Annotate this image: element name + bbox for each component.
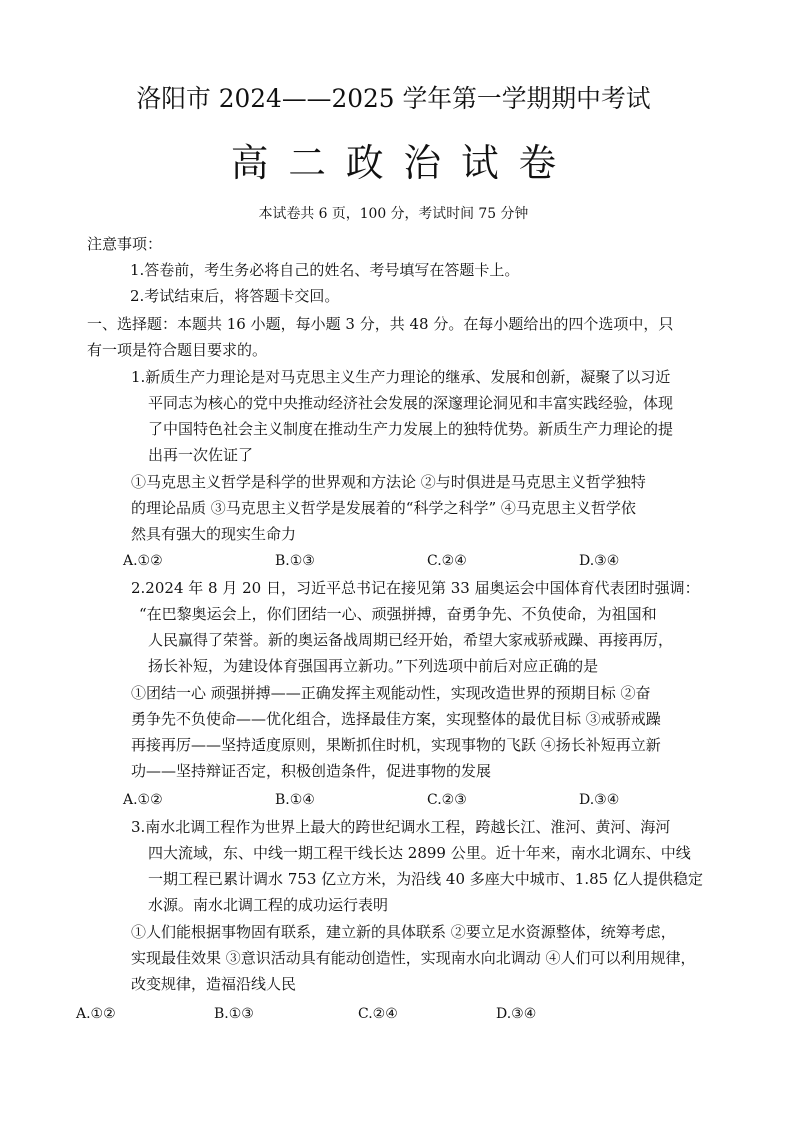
question-stem-line: 人民赢得了荣誉。新的奥运备战周期已经开始，希望大家戒骄戒躁、再接再厉，: [148, 631, 674, 649]
statement-line: ①人们能根据事物固有联系，建立新的具体联系 ②要立足水资源整体，统筹考虑，: [131, 923, 676, 941]
statement-line: 然具有强大的现实生命力: [131, 525, 297, 543]
option-a[interactable]: A.①②: [76, 1006, 116, 1022]
subject-title: 高二政治试卷: [230, 141, 577, 185]
question-stem-line: 1.新质生产力理论是对马克思主义生产力理论的继承、发展和创新，凝聚了以习近: [131, 368, 671, 386]
question-stem-line: 一期工程已累计调水 753 亿立方米，为沿线 40 多座大中城市、1.85 亿人提供稳定: [148, 870, 703, 888]
notice-item: 1.答卷前，考生务必将自己的姓名、考号填写在答题卡上。: [130, 261, 520, 279]
exam-info: 本试卷共 6 页，100 分，考试时间 75 分钟: [258, 206, 529, 222]
statement-line: 的理论品质 ③马克思主义哲学是发展着的“科学之科学” ④马克思主义哲学依: [131, 499, 636, 517]
question-stem-line: 2.2024 年 8 月 20 日，习近平总书记在接见第 33 届奥运会中国体育代表团时强调：: [131, 579, 700, 597]
question-stem-line: 扬长补短，为建设体育强国再立新功。”下列选项中前后对应正确的是: [148, 657, 599, 675]
option-d[interactable]: D.③④: [579, 553, 620, 569]
statement-line: 功——坚持辩证否定，积极创造条件，促进事物的发展: [131, 762, 492, 780]
question-stem-line: 了中国特色社会主义制度在推动生产力发展上的独特优势。新质生产力理论的提: [148, 420, 674, 438]
question-stem-line: 平同志为核心的党中央推动经济社会发展的深邃理论洞见和丰富实践经验，体现: [148, 394, 674, 412]
question-stem-line: 四大流域，东、中线一期工程干线长达 2899 公里。近十年来，南水北调东、中线: [148, 844, 691, 862]
notice-item: 2.考试结束后，将答题卡交回。: [130, 287, 340, 305]
statement-line: ①马克思主义哲学是科学的世界观和方法论 ②与时俱进是马克思主义哲学独特: [131, 473, 646, 491]
option-a[interactable]: A.①②: [123, 553, 163, 569]
option-c[interactable]: C.②③: [427, 792, 467, 808]
question-stem-line: “在巴黎奥运会上，你们团结一心、顽强拼搏，奋勇争先、不负使命，为祖国和: [139, 605, 657, 623]
exam-title: 洛阳市 2024——2025 学年第一学期期中考试: [136, 84, 651, 113]
statement-line: 改变规律，造福沿线人民: [131, 975, 297, 993]
option-d[interactable]: D.③④: [496, 1006, 537, 1022]
statement-line: 再接再厉——坚持适度原则，果断抓住时机，实现事物的飞跃 ④扬长补短再立新: [131, 736, 661, 754]
option-b[interactable]: B.①④: [275, 792, 315, 808]
statement-line: ①团结一心 顽强拼搏——正确发挥主观能动性，实现改造世界的预期目标 ②奋: [131, 684, 651, 702]
section-intro-line: 有一项是符合题目要求的。: [87, 341, 268, 359]
option-a[interactable]: A.①②: [123, 792, 163, 808]
option-d[interactable]: D.③④: [579, 792, 620, 808]
option-b[interactable]: B.①③: [275, 553, 315, 569]
question-stem-line: 水源。南水北调工程的成功运行表明: [148, 896, 389, 914]
option-c[interactable]: C.②④: [358, 1006, 398, 1022]
statement-line: 勇争先不负使命——优化组合，选择最佳方案，实现整体的最优目标 ③戒骄戒躁: [131, 710, 661, 728]
option-b[interactable]: B.①③: [214, 1006, 254, 1022]
option-c[interactable]: C.②④: [427, 553, 467, 569]
question-stem-line: 3.南水北调工程作为世界上最大的跨世纪调水工程，跨越长江、淮河、黄河、海河: [131, 818, 671, 836]
section-intro-line: 一、选择题：本题共 16 小题，每小题 3 分，共 48 分。在每小题给出的四个选项中，只: [87, 315, 674, 333]
notice-heading: 注意事项：: [87, 235, 163, 253]
statement-line: 实现最佳效果 ③意识活动具有能动创造性，实现南水向北调动 ④人们可以利用规律，: [131, 949, 696, 967]
question-stem-line: 出再一次佐证了: [148, 446, 254, 464]
